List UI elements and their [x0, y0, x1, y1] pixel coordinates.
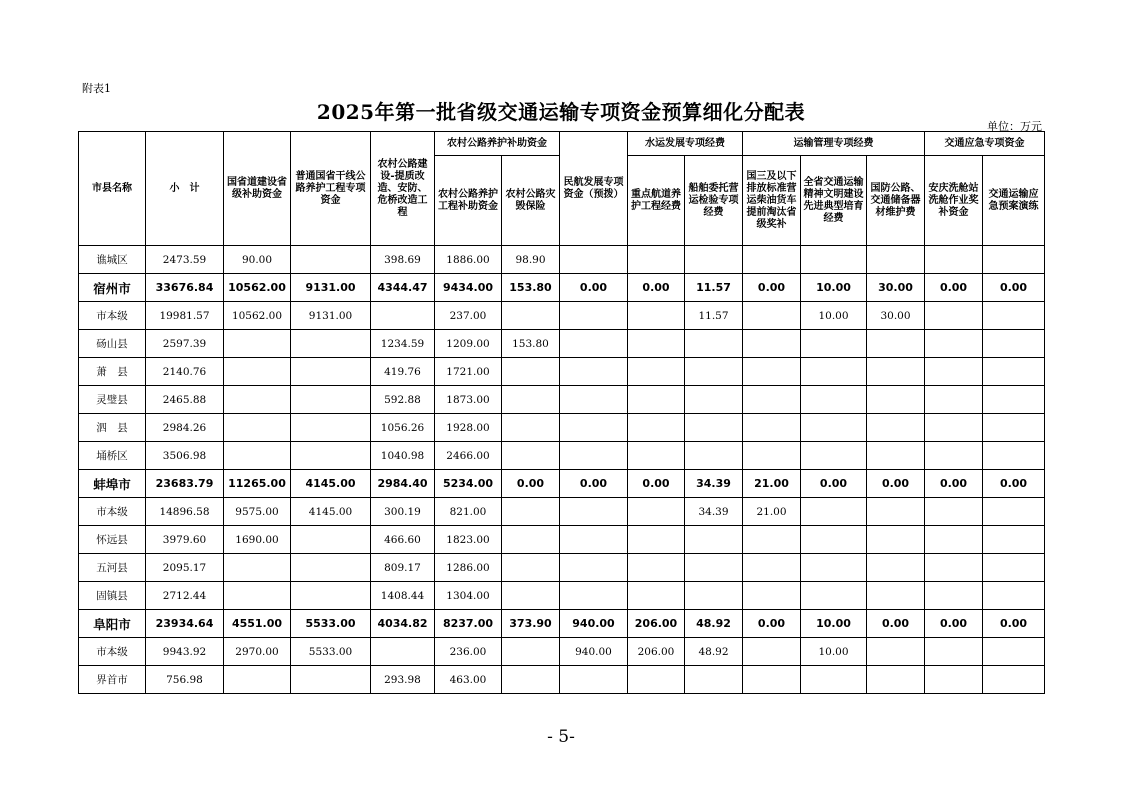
value-cell [743, 358, 801, 386]
value-cell: 10.00 [801, 302, 867, 330]
city-total-row [79, 610, 1045, 638]
value-cell [291, 330, 371, 358]
header-channel-maintenance: 重点航道养护工程经费 [628, 156, 685, 246]
value-cell [628, 498, 685, 526]
value-cell: 90.00 [224, 246, 291, 274]
value-cell: 0.00 [925, 274, 983, 302]
value-cell: 0.00 [560, 274, 628, 302]
value-cell [867, 666, 925, 694]
value-cell [867, 358, 925, 386]
value-cell [560, 582, 628, 610]
value-cell [983, 414, 1045, 442]
document-title: 2025年第一批省级交通运输专项资金预算细化分配表 [316, 100, 806, 124]
value-cell [291, 414, 371, 442]
value-cell [743, 638, 801, 666]
value-cell [743, 386, 801, 414]
value-cell: 4551.00 [224, 610, 291, 638]
row-name: 萧 县 [79, 358, 146, 386]
value-cell [502, 666, 560, 694]
value-cell [502, 442, 560, 470]
value-cell [925, 582, 983, 610]
value-cell: 809.17 [371, 554, 435, 582]
value-cell [685, 246, 743, 274]
header-civil-aviation: 民航发展专项资金（预拨） [560, 132, 628, 246]
value-cell [801, 442, 867, 470]
value-cell: 1209.00 [435, 330, 502, 358]
header-ship-inspection: 船舶委托营运检验专项经费 [685, 156, 743, 246]
table-row [79, 246, 1045, 274]
header-group-water-transport: 水运发展专项经费 [628, 132, 743, 156]
value-cell: 153.80 [502, 330, 560, 358]
table-row [79, 302, 1045, 330]
value-cell: 23683.79 [146, 470, 224, 498]
header-diesel-truck-retirement: 国三及以下排放标准营运柴油货车提前淘汰省级奖补 [743, 156, 801, 246]
value-cell: 0.00 [867, 610, 925, 638]
value-cell [224, 666, 291, 694]
value-cell: 293.98 [371, 666, 435, 694]
header-subtotal: 小 计 [146, 132, 224, 246]
value-cell [925, 526, 983, 554]
header-rural-road-insurance: 农村公路灾毁保险 [502, 156, 560, 246]
page-number: - 5- [547, 727, 575, 747]
table-row [79, 498, 1045, 526]
value-cell: 9943.92 [146, 638, 224, 666]
value-cell: 21.00 [743, 470, 801, 498]
value-cell [560, 246, 628, 274]
row-name: 市本级 [79, 638, 146, 666]
value-cell: 236.00 [435, 638, 502, 666]
value-cell: 30.00 [867, 274, 925, 302]
value-cell: 940.00 [560, 610, 628, 638]
value-cell: 940.00 [560, 638, 628, 666]
attachment-label: 附表1 [82, 82, 111, 95]
value-cell [867, 638, 925, 666]
value-cell: 1823.00 [435, 526, 502, 554]
header-national-road-subsidy: 国省道建设省级补助资金 [224, 132, 291, 246]
value-cell [925, 554, 983, 582]
value-cell [560, 386, 628, 414]
value-cell [925, 666, 983, 694]
value-cell [743, 330, 801, 358]
value-cell [560, 442, 628, 470]
value-cell: 373.90 [502, 610, 560, 638]
city-total-row [79, 470, 1045, 498]
value-cell [925, 330, 983, 358]
value-cell [743, 554, 801, 582]
value-cell [983, 442, 1045, 470]
value-cell: 48.92 [685, 610, 743, 638]
city-total-row [79, 274, 1045, 302]
value-cell [628, 330, 685, 358]
value-cell [743, 302, 801, 330]
value-cell [502, 554, 560, 582]
value-cell: 0.00 [983, 470, 1045, 498]
value-cell [628, 526, 685, 554]
value-cell [628, 246, 685, 274]
header-defense-road-equipment: 国防公路、交通储备器材维护费 [867, 156, 925, 246]
value-cell: 14896.58 [146, 498, 224, 526]
value-cell: 419.76 [371, 358, 435, 386]
value-cell: 34.39 [685, 498, 743, 526]
value-cell [560, 666, 628, 694]
value-cell [685, 414, 743, 442]
value-cell: 2712.44 [146, 582, 224, 610]
value-cell [801, 358, 867, 386]
value-cell [983, 666, 1045, 694]
value-cell: 98.90 [502, 246, 560, 274]
value-cell [801, 498, 867, 526]
value-cell: 33676.84 [146, 274, 224, 302]
value-cell: 0.00 [925, 470, 983, 498]
value-cell [560, 526, 628, 554]
value-cell: 34.39 [685, 470, 743, 498]
value-cell: 19981.57 [146, 302, 224, 330]
value-cell [628, 582, 685, 610]
value-cell [743, 526, 801, 554]
header-group-emergency: 交通应急专项资金 [925, 132, 1045, 156]
value-cell [743, 582, 801, 610]
value-cell [743, 666, 801, 694]
value-cell [502, 638, 560, 666]
value-cell: 1234.59 [371, 330, 435, 358]
value-cell: 2465.88 [146, 386, 224, 414]
row-name: 埇桥区 [79, 442, 146, 470]
value-cell: 2970.00 [224, 638, 291, 666]
value-cell [685, 442, 743, 470]
value-cell: 2473.59 [146, 246, 224, 274]
value-cell [925, 386, 983, 414]
value-cell [560, 498, 628, 526]
header-civilization-building: 全省交通运输精神文明建设先进典型培育经费 [801, 156, 867, 246]
value-cell: 3506.98 [146, 442, 224, 470]
value-cell [628, 442, 685, 470]
value-cell [801, 526, 867, 554]
value-cell [224, 358, 291, 386]
row-name: 砀山县 [79, 330, 146, 358]
value-cell [560, 554, 628, 582]
value-cell [502, 582, 560, 610]
value-cell [628, 666, 685, 694]
value-cell [291, 358, 371, 386]
value-cell: 153.80 [502, 274, 560, 302]
value-cell: 2095.17 [146, 554, 224, 582]
unit-label: 单位：万元 [987, 120, 1042, 133]
value-cell [925, 414, 983, 442]
value-cell [502, 302, 560, 330]
value-cell [291, 246, 371, 274]
value-cell [983, 526, 1045, 554]
value-cell [925, 358, 983, 386]
value-cell: 1886.00 [435, 246, 502, 274]
value-cell [291, 666, 371, 694]
value-cell: 9575.00 [224, 498, 291, 526]
value-cell [224, 582, 291, 610]
value-cell: 2140.76 [146, 358, 224, 386]
value-cell [560, 330, 628, 358]
value-cell [371, 638, 435, 666]
value-cell: 0.00 [628, 470, 685, 498]
row-name: 界首市 [79, 666, 146, 694]
value-cell: 1056.26 [371, 414, 435, 442]
value-cell [983, 330, 1045, 358]
value-cell: 0.00 [867, 470, 925, 498]
value-cell: 0.00 [743, 610, 801, 638]
value-cell [801, 386, 867, 414]
value-cell [291, 582, 371, 610]
header-rural-maintenance-subsidy: 农村公路养护工程补助资金 [435, 156, 502, 246]
value-cell [801, 414, 867, 442]
value-cell [801, 554, 867, 582]
value-cell: 1304.00 [435, 582, 502, 610]
value-cell: 0.00 [560, 470, 628, 498]
value-cell: 23934.64 [146, 610, 224, 638]
value-cell [502, 358, 560, 386]
value-cell: 30.00 [867, 302, 925, 330]
value-cell: 821.00 [435, 498, 502, 526]
table-row [79, 330, 1045, 358]
value-cell [743, 442, 801, 470]
value-cell: 9131.00 [291, 302, 371, 330]
value-cell [560, 414, 628, 442]
value-cell [685, 554, 743, 582]
value-cell [743, 246, 801, 274]
row-name: 怀远县 [79, 526, 146, 554]
value-cell: 3979.60 [146, 526, 224, 554]
header-county-name: 市县名称 [79, 132, 146, 246]
table-row [79, 414, 1045, 442]
value-cell: 11.57 [685, 274, 743, 302]
value-cell: 0.00 [983, 274, 1045, 302]
value-cell: 300.19 [371, 498, 435, 526]
value-cell: 0.00 [801, 470, 867, 498]
value-cell [983, 246, 1045, 274]
value-cell: 11.57 [685, 302, 743, 330]
value-cell: 237.00 [435, 302, 502, 330]
value-cell [867, 442, 925, 470]
value-cell [867, 582, 925, 610]
value-cell [685, 386, 743, 414]
value-cell: 5234.00 [435, 470, 502, 498]
value-cell: 466.60 [371, 526, 435, 554]
value-cell [867, 526, 925, 554]
value-cell [291, 442, 371, 470]
value-cell: 0.00 [502, 470, 560, 498]
value-cell: 9131.00 [291, 274, 371, 302]
value-cell [867, 414, 925, 442]
value-cell: 592.88 [371, 386, 435, 414]
value-cell: 4145.00 [291, 498, 371, 526]
value-cell [867, 330, 925, 358]
value-cell: 5533.00 [291, 610, 371, 638]
value-cell [983, 302, 1045, 330]
header-trunk-road-maintenance: 普通国省干线公路养护工程专项资金 [291, 132, 371, 246]
value-cell: 398.69 [371, 246, 435, 274]
value-cell [502, 526, 560, 554]
value-cell [867, 386, 925, 414]
value-cell: 21.00 [743, 498, 801, 526]
table-row [79, 442, 1045, 470]
value-cell: 10562.00 [224, 302, 291, 330]
value-cell [685, 358, 743, 386]
value-cell: 206.00 [628, 638, 685, 666]
row-name: 蚌埠市 [79, 470, 146, 498]
value-cell: 0.00 [983, 610, 1045, 638]
value-cell: 2984.26 [146, 414, 224, 442]
value-cell [291, 554, 371, 582]
value-cell [224, 414, 291, 442]
row-name: 市本级 [79, 302, 146, 330]
row-name: 市本级 [79, 498, 146, 526]
value-cell [867, 498, 925, 526]
value-cell [925, 302, 983, 330]
value-cell [867, 554, 925, 582]
value-cell [983, 386, 1045, 414]
value-cell [983, 638, 1045, 666]
value-cell [628, 414, 685, 442]
value-cell: 2984.40 [371, 470, 435, 498]
value-cell [560, 302, 628, 330]
value-cell [925, 498, 983, 526]
value-cell: 10.00 [801, 274, 867, 302]
value-cell [743, 414, 801, 442]
value-cell [628, 302, 685, 330]
value-cell [291, 386, 371, 414]
value-cell: 10.00 [801, 610, 867, 638]
value-cell [867, 246, 925, 274]
table-row [79, 554, 1045, 582]
value-cell: 206.00 [628, 610, 685, 638]
value-cell [801, 582, 867, 610]
value-cell [983, 498, 1045, 526]
value-cell [628, 554, 685, 582]
value-cell [291, 526, 371, 554]
header-rural-road-construction: 农村公路建设-提质改造、安防、危桥改造工程 [371, 132, 435, 246]
value-cell [685, 582, 743, 610]
value-cell: 463.00 [435, 666, 502, 694]
value-cell [685, 666, 743, 694]
row-name: 谯城区 [79, 246, 146, 274]
value-cell [628, 386, 685, 414]
value-cell: 1721.00 [435, 358, 502, 386]
value-cell [224, 442, 291, 470]
value-cell [685, 330, 743, 358]
value-cell: 1690.00 [224, 526, 291, 554]
value-cell [801, 666, 867, 694]
value-cell [983, 358, 1045, 386]
table-row [79, 638, 1045, 666]
header-group-transport-management: 运输管理专项经费 [743, 132, 925, 156]
value-cell [983, 554, 1045, 582]
value-cell: 10.00 [801, 638, 867, 666]
value-cell [502, 498, 560, 526]
value-cell: 0.00 [925, 610, 983, 638]
value-cell: 48.92 [685, 638, 743, 666]
value-cell [983, 582, 1045, 610]
table-row [79, 666, 1045, 694]
row-name: 泗 县 [79, 414, 146, 442]
value-cell: 0.00 [743, 274, 801, 302]
table-body [79, 246, 1045, 694]
table-row [79, 526, 1045, 554]
value-cell [925, 638, 983, 666]
value-cell [925, 442, 983, 470]
value-cell: 1408.44 [371, 582, 435, 610]
row-name: 阜阳市 [79, 610, 146, 638]
value-cell: 11265.00 [224, 470, 291, 498]
value-cell: 4034.82 [371, 610, 435, 638]
value-cell [560, 358, 628, 386]
row-name: 灵璧县 [79, 386, 146, 414]
value-cell: 1286.00 [435, 554, 502, 582]
value-cell [224, 554, 291, 582]
value-cell: 756.98 [146, 666, 224, 694]
table-row [79, 386, 1045, 414]
budget-table [78, 131, 1045, 694]
value-cell: 1873.00 [435, 386, 502, 414]
value-cell: 9434.00 [435, 274, 502, 302]
row-name: 五河县 [79, 554, 146, 582]
value-cell [925, 246, 983, 274]
value-cell [628, 358, 685, 386]
table-row [79, 582, 1045, 610]
value-cell [685, 526, 743, 554]
value-cell [502, 386, 560, 414]
value-cell [224, 330, 291, 358]
value-cell: 4344.47 [371, 274, 435, 302]
value-cell: 10562.00 [224, 274, 291, 302]
value-cell [801, 330, 867, 358]
value-cell [502, 414, 560, 442]
table-row [79, 358, 1045, 386]
value-cell: 0.00 [628, 274, 685, 302]
value-cell: 1928.00 [435, 414, 502, 442]
header-tank-washing-subsidy: 安庆洗舱站洗舱作业奖补资金 [925, 156, 983, 246]
value-cell: 4145.00 [291, 470, 371, 498]
value-cell: 8237.00 [435, 610, 502, 638]
value-cell [801, 246, 867, 274]
value-cell [371, 302, 435, 330]
row-name: 固镇县 [79, 582, 146, 610]
value-cell: 1040.98 [371, 442, 435, 470]
value-cell: 2597.39 [146, 330, 224, 358]
row-name: 宿州市 [79, 274, 146, 302]
value-cell [224, 386, 291, 414]
value-cell: 2466.00 [435, 442, 502, 470]
header-emergency-drill: 交通运输应急预案演练 [983, 156, 1045, 246]
header-group-rural-maintenance: 农村公路养护补助资金 [435, 132, 560, 156]
value-cell: 5533.00 [291, 638, 371, 666]
